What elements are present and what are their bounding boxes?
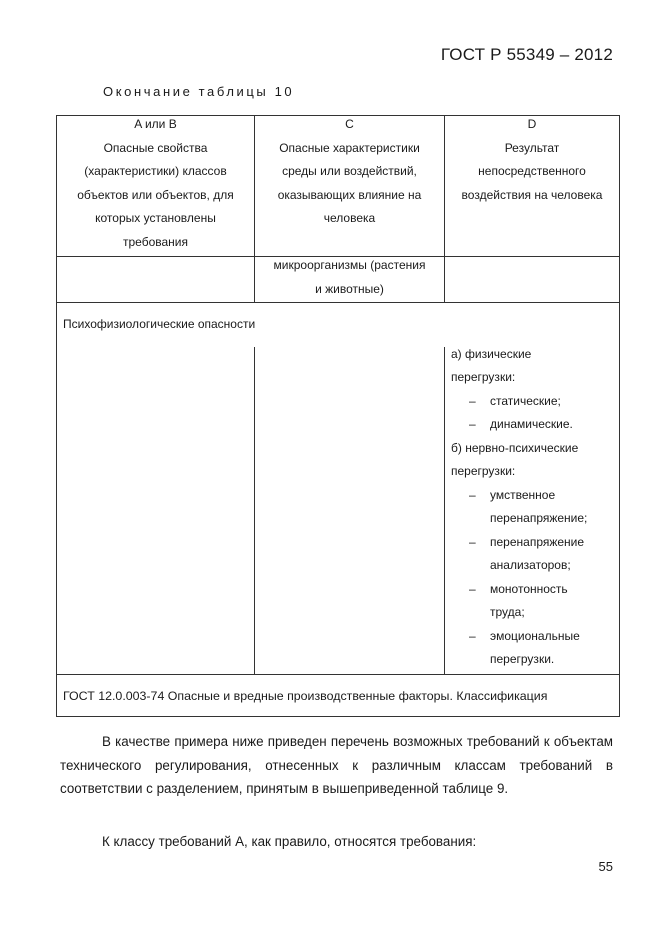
hazard-item-cont: перенапряжение; xyxy=(490,511,588,525)
hazard-item-cont: перегрузки. xyxy=(490,652,555,666)
col-c-title-line: Опасные характеристики xyxy=(279,140,420,155)
hazard-group-a-cont: перегрузки: xyxy=(451,370,516,384)
hazard-item: динамические. xyxy=(490,417,573,431)
col-c-letter: C xyxy=(345,117,354,131)
col-divider-2-lower xyxy=(444,347,445,674)
body-paragraph-1: В качестве примера ниже приведен перечень возможных требований к объектам технического регулирования, отнесенных к различным классам требований в соответствии с разделением, принятым в вышеприведенной таблице 9. xyxy=(60,734,613,796)
section-title-psychophysiological: Психофизиологические опасности xyxy=(63,317,256,331)
table-10-continuation xyxy=(56,115,620,717)
hazard-item: статические; xyxy=(490,394,561,408)
col-divider-1-lower xyxy=(254,347,255,674)
hazard-group-a-label: а) физические xyxy=(451,347,532,361)
col-a-title-line: Опасные свойства xyxy=(103,140,208,155)
col-a-letter: A или B xyxy=(134,117,177,131)
col-a-title-line: которых установлены xyxy=(95,211,216,225)
row-divider-1 xyxy=(57,302,619,303)
table-footer-reference: ГОСТ 12.0.003-74 Опасные и вредные производственные факторы. Классификация xyxy=(63,689,548,703)
dash-bullet: – xyxy=(469,488,476,502)
hazard-item-cont: труда; xyxy=(490,605,525,619)
dash-bullet: – xyxy=(469,417,476,431)
dash-bullet: – xyxy=(469,394,476,408)
page-number: 55 xyxy=(598,859,613,874)
dash-bullet: – xyxy=(469,582,476,596)
dash-bullet: – xyxy=(469,629,476,643)
row1-col-c-line: и животные) xyxy=(315,281,384,296)
hazard-group-b-cont: перегрузки: xyxy=(451,464,516,478)
dash-bullet: – xyxy=(469,535,476,549)
header-col-a xyxy=(57,113,254,254)
hazard-group-b-label: б) нервно-психические xyxy=(451,441,579,455)
row1-col-c-line: микроорганизмы (растения xyxy=(273,258,426,272)
col-a-title-line: требования xyxy=(123,234,188,249)
document-code-header: ГОСТ Р 55349 – 2012 xyxy=(440,45,613,64)
hazard-item: умственное xyxy=(490,488,556,502)
header-col-c xyxy=(255,113,444,231)
body-paragraph-2: К классу требований А, как правило, относятся требования: xyxy=(102,834,477,849)
hazard-item: эмоциональные xyxy=(490,629,580,643)
col-a-title-line: объектов или объектов, для xyxy=(77,187,234,202)
header-col-d xyxy=(445,113,619,207)
col-c-title-line: человека xyxy=(323,211,376,225)
hazard-item: монотонность xyxy=(490,582,568,596)
row-divider-footer xyxy=(57,674,619,675)
col-d-letter: D xyxy=(527,117,537,131)
row1-col-c xyxy=(255,254,444,301)
col-a-title-line: (характеристики) классов xyxy=(84,164,227,178)
col-c-title-line: среды или воздействий, xyxy=(282,164,417,178)
table-caption: Окончание таблицы 10 xyxy=(103,84,295,99)
hazard-item: перенапряжение xyxy=(490,535,585,549)
col-d-title-line: воздействия на человека xyxy=(461,187,603,202)
hazard-item-cont: анализаторов; xyxy=(490,558,571,572)
col-c-title-line: оказывающих влияние на xyxy=(277,187,422,202)
col-d-title-line: Результат xyxy=(504,140,560,155)
col-d-title-line: непосредственного xyxy=(478,164,586,178)
